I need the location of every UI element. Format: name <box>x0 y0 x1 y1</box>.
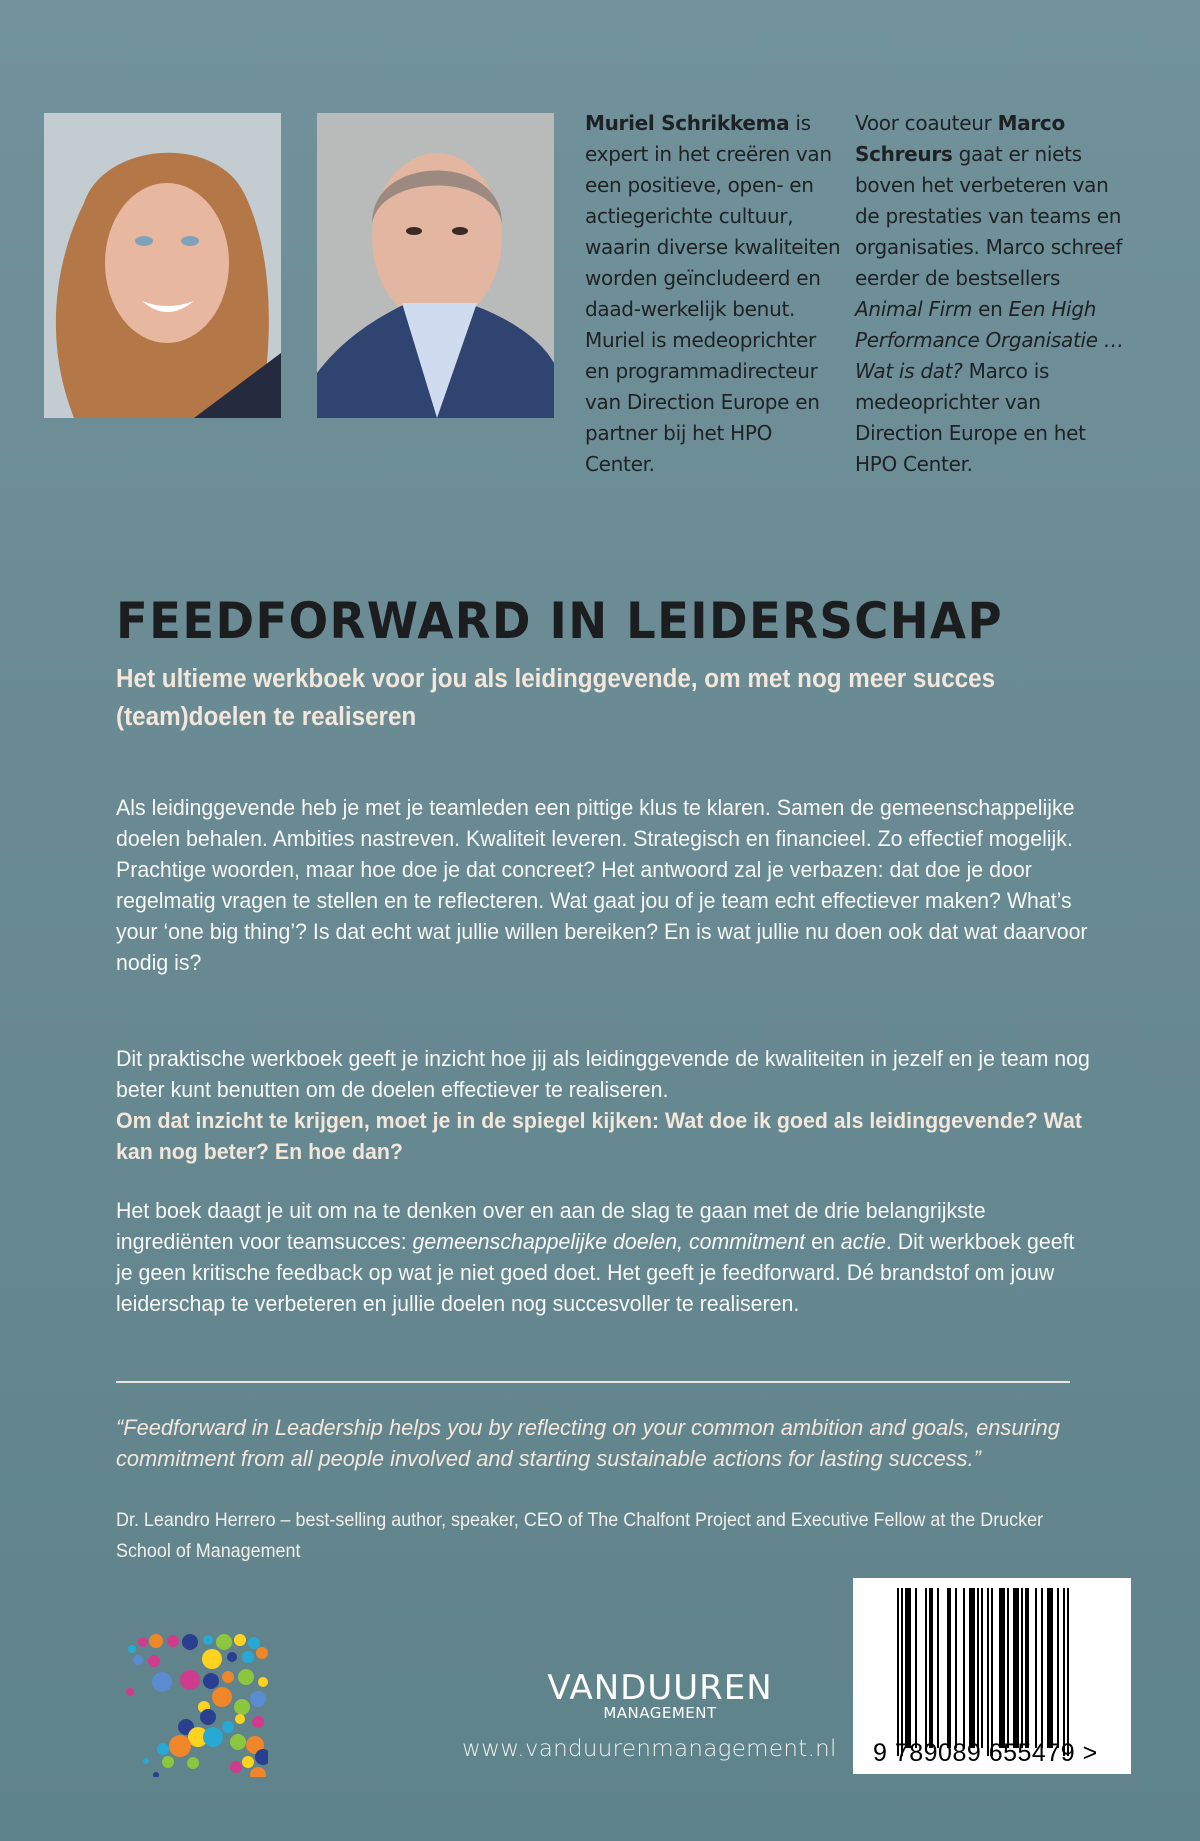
blurb-highlight: Om dat inzicht te krijgen, moet je in de spiegel kijken: Wat doe ik goed als leidinggevende? Wat kan nog beter? En hoe dan? <box>116 1108 1083 1164</box>
publisher-name: VANDUUREN <box>547 1668 773 1708</box>
author-photo-marco <box>317 113 554 418</box>
author-bio-muriel: Muriel Schrikkema is expert in het creëren van een positieve, open- en actiegerichte cultuur, waarin diverse kwaliteiten worden geïncludeerd en daad-werkelijk benut. Muriel is medeoprichter en programmadirecteur van Direction Europe en partner bij het HPO Center. <box>585 111 841 476</box>
endorsement-quote: “Feedforward in Leadership helps you by reflecting on your common ambition and goals, ensuring commitment from all people involved and starting sustainable actions for lasting success.” <box>116 1415 1060 1471</box>
blurb-paragraph-2: Dit praktische werkboek geeft je inzicht hoe jij als leidinggevende de kwaliteiten in jezelf en je team nog beter kunt benutten om de doelen effectiever te realiseren. Om dat inzicht te krijgen, moet je in de spiegel kijken: Wat doe ik goed als leidinggevende? Wat kan nog beter? En hoe dan? <box>116 1043 1096 1167</box>
author-bio-marco: Voor coauteur Marco Schreurs gaat er niets boven het verbeteren van de prestaties van teams en organisaties. Marco schreef eerder de bestsellers Animal Firm en Een High Performance Organisatie … Wat is dat? Marco is medeoprichter van Direction Europe en het HPO Center. <box>855 111 1124 476</box>
isbn-barcode <box>853 1578 1131 1774</box>
book-title: FEEDFORWARD IN LEIDERSCHAP <box>116 592 1003 650</box>
book-subtitle: Het ultieme werkboek voor jou als leidinggevende, om met nog meer succes (team)doelen te realiseren <box>116 665 996 731</box>
blurb-paragraph-3: Het boek daagt je uit om na te denken over en aan de slag te gaan met de drie belangrijkste ingrediënten voor teamsucces: gemeenschappelijke doelen, commitment en actie. Dit werkboek geeft je geen kritische feedback op wat je niet goed doet. Het geeft je feedforward. Dé brandstof om jouw leiderschap te verbeteren en jullie doelen nog succesvoller te realiseren. <box>116 1198 1075 1316</box>
publisher-division: MANAGEMENT <box>603 1704 717 1722</box>
author-photo-muriel <box>44 113 281 418</box>
colorful-dots-arrow-logo-icon <box>118 1627 268 1777</box>
book-title-animal-firm: Animal Firm <box>855 297 973 321</box>
publisher-website-link[interactable]: www.vanduurenmanagement.nl <box>462 1736 837 1762</box>
author-name-marco: Marco Schreurs <box>855 111 1065 166</box>
book-title-hpo: Een High Performance Organisatie … Wat is dat? <box>855 297 1124 383</box>
author-name-muriel: Muriel Schrikkema <box>585 111 790 135</box>
publisher-logo <box>530 1670 790 1722</box>
section-divider <box>116 1381 1070 1383</box>
blurb-paragraph-1: Als leidinggevende heb je met je teamleden een pittige klus te klaren. Samen de gemeenschappelijke doelen behalen. Ambities nastreven. Kwaliteit leveren. Strategisch en financieel. Zo effectief mogelijk. Prachtige woorden, maar hoe doe je dat concreet? Het antwoord zal je verbazen: dat doe je door regelmatig vragen te stellen en te reflecteren. Wat gaat jou of je team echt effectiever maken? What’s your ‘one big thing’? Is dat echt wat jullie willen bereiken? En is wat jullie nu doen ook dat wat daarvoor nodig is? <box>116 795 1088 975</box>
isbn-number: 9 789089 655479 > <box>873 1739 1098 1767</box>
endorsement-attribution: Dr. Leandro Herrero – best-selling author, speaker, CEO of The Chalfont Project and Executive Fellow at the Drucker School of Management <box>116 1509 1044 1562</box>
